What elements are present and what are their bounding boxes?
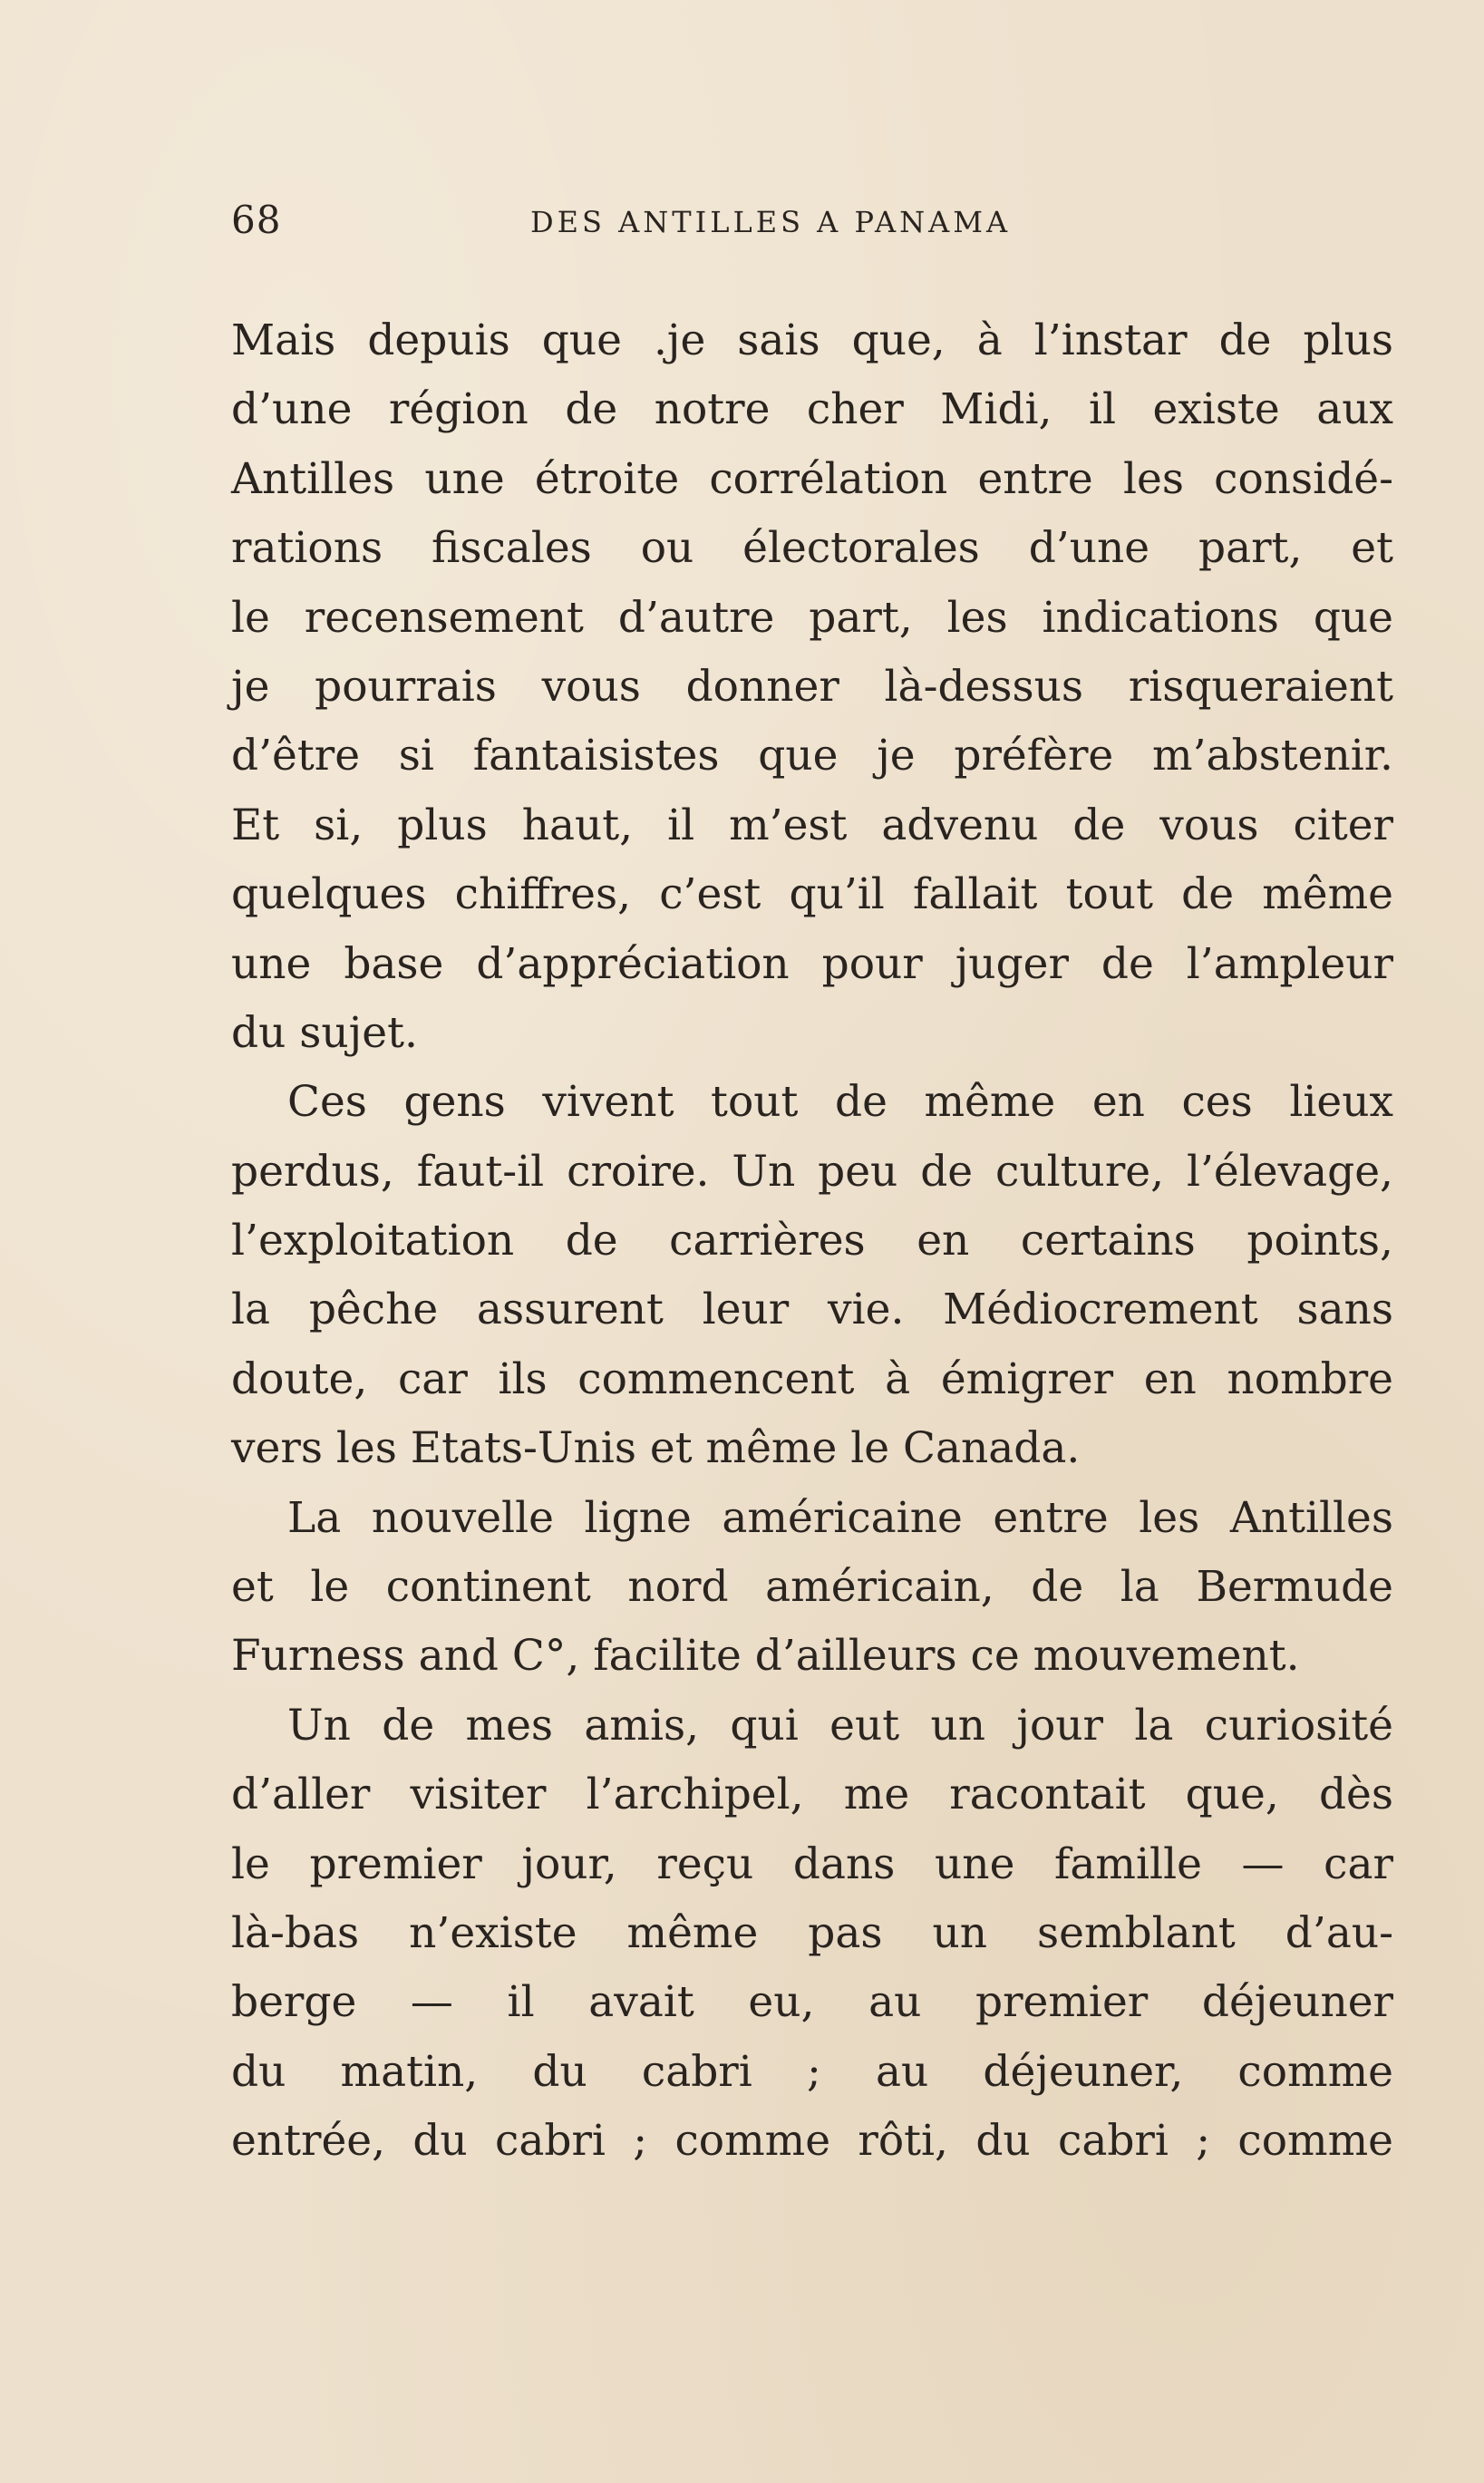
text-line: d’être si fantaisistes que je préfère m’abstenir. <box>231 731 1393 781</box>
text-line: d’une région de notre cher Midi, il existe aux <box>231 384 1393 435</box>
text-line: perdus, faut-il croire. Un peu de culture, l’élevage, <box>231 1146 1393 1197</box>
running-title: DES ANTILLES A PANAMA <box>530 205 1012 239</box>
text-line: Et si, plus haut, il m’est advenu de vous citer <box>231 800 1393 850</box>
text-line: rations fiscales ou électorales d’une part, et <box>231 523 1393 574</box>
text-line: Un de mes amis, qui eut un jour la curiosité <box>287 1700 1393 1751</box>
text-line: je pourrais vous donner là-dessus risqueraient <box>231 661 1393 712</box>
text-line: Mais depuis que .je sais que, à l’instar de plus <box>231 315 1393 365</box>
text-line: l’exploitation de carrières en certains points, <box>231 1216 1393 1266</box>
text-line: une base d’appréciation pour juger de l’ampleur <box>231 938 1393 989</box>
text-line: vers les Etats-Unis et même le Canada. <box>231 1423 1081 1474</box>
body-text <box>231 306 1393 2177</box>
text-line: du matin, du cabri ; au déjeuner, comme <box>231 2046 1393 2097</box>
text-line: Furness and C°, facilite d’ailleurs ce mouvement. <box>231 1631 1300 1682</box>
text-line: berge — il avait eu, au premier déjeuner <box>231 1977 1393 2028</box>
text-line: Ces gens vivent tout de même en ces lieux <box>287 1077 1393 1128</box>
text-line: La nouvelle ligne américaine entre les Antilles <box>287 1492 1393 1543</box>
page-number: 68 <box>231 198 282 242</box>
text-line: le premier jour, reçu dans une famille — car <box>231 1838 1393 1889</box>
text-line: Antilles une étroite corrélation entre les considé- <box>231 453 1393 504</box>
text-line: le recensement d’autre part, les indications que <box>231 592 1393 643</box>
text-line: du sujet. <box>231 1007 418 1058</box>
text-line: d’aller visiter l’archipel, me racontait que, dès <box>231 1770 1393 1820</box>
text-line: là-bas n’existe même pas un semblant d’au- <box>231 1907 1393 1958</box>
text-line: doute, car ils commencent à émigrer en nombre <box>231 1353 1393 1404</box>
page-header <box>231 198 1393 252</box>
text-line: la pêche assurent leur vie. Médiocrement sans <box>231 1285 1393 1335</box>
text-line: entrée, du cabri ; comme rôti, du cabri ; comme <box>231 2116 1393 2167</box>
text-line: et le continent nord américain, de la Bermude <box>231 1562 1393 1613</box>
text-line: quelques chiffres, c’est qu’il fallait tout de même <box>231 869 1393 920</box>
